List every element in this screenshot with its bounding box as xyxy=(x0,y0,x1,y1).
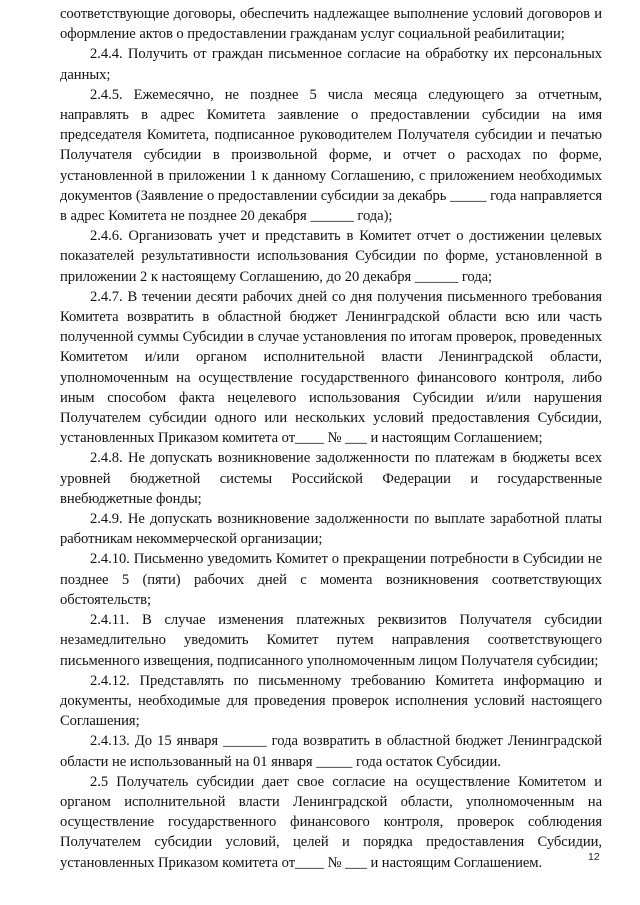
paragraph-2-4-13: 2.4.13. До 15 января ______ года возвратить в областной бюджет Ленинградской области не использованный на 01 января _____ года остаток Субсидии. xyxy=(60,733,602,770)
paragraph-2-4-12: 2.4.12. Представлять по письменному требованию Комитета информацию и документы, необходимые для проведения проверок исполнения условий настоящего Соглашения; xyxy=(60,672,602,730)
paragraph-2-4-6: 2.4.6. Организовать учет и представить в Комитет отчет о достижении целевых показателей результативности использования Субсидии по форме, установленной в приложении 2 к настоящему Соглашению, до 20 декабря ______ года; xyxy=(60,228,602,285)
paragraph-2-4-7: 2.4.7. В течении десяти рабочих дней со дня получения письменного требования Комитета возвратить в областной бюджет Ленинградской области всю или часть полученной суммы Субсидии в случае установления по итогам проверок, проведенных Комитетом и/или органом исполнительной власти Ленинградской области, уполномоченным на осуществление государственного финансового контроля, либо иным способом факта нецелевого использования Субсидии и/или нарушения Получателем субсидии одного или нескольких условий предоставления Субсидии, установленных Приказом комитета от____ № ___ и настоящим Соглашением; xyxy=(60,288,602,447)
paragraph-2-4-9: 2.4.9. Не допускать возникновение задолженности по выплате заработной платы работникам некоммерческой организации; xyxy=(60,511,602,548)
paragraph-2-4-11: 2.4.11. В случае изменения платежных реквизитов Получателя субсидии незамедлительно уведомить Комитет путем направления соответствующего письменного извещения, подписанного уполномоченным лицом Получателя субсидии; xyxy=(60,612,602,669)
paragraph-2-4-5: 2.4.5. Ежемесячно, не позднее 5 числа месяца следующего за отчетным, направлять в адрес Комитета заявление о предоставлении субсидии на имя председателя Комитета, подписанное руководителем Получателя субсидии и печатью Получателя субсидии в произвольной форме, и отчет о расходах по форме, установленной в приложении 1 к данному Соглашению, с приложением необходимых документов (Заявление о предоставлении субсидии за декабрь _____ года направляется в адрес Комитета не позднее 20 декабря ______ года); xyxy=(60,86,602,225)
paragraph-2-4-10: 2.4.10. Письменно уведомить Комитет о прекращении потребности в Субсидии не позднее 5 (пяти) рабочих дней с момента возникновения соответствующих обстоятельств; xyxy=(60,551,602,608)
paragraph-2-4-4: 2.4.4. Получить от граждан письменное согласие на обработку их персональных данных; xyxy=(60,46,602,83)
page-number: 12 xyxy=(588,851,600,863)
document-body xyxy=(60,4,602,873)
paragraph-2-5: 2.5 Получатель субсидии дает свое согласие на осуществление Комитетом и органом исполнительной власти Ленинградской области, уполномоченным на осуществление государственного финансового контроля, проверок соблюдения Получателем субсидии условий, целей и порядка предоставления Субсидии, установленных Приказом комитета от____ № ___ и настоящим Соглашением. xyxy=(60,773,602,871)
paragraph-2-4-8: 2.4.8. Не допускать возникновение задолженности по платежам в бюджеты всех уровней бюджетной системы Российской Федерации и государственные внебюджетные фонды; xyxy=(60,450,602,507)
paragraph-continuation: соответствующие договоры, обеспечить надлежащее выполнение условий договоров и оформление актов о предоставлении гражданам услуг социальной реабилитации; xyxy=(60,6,602,43)
